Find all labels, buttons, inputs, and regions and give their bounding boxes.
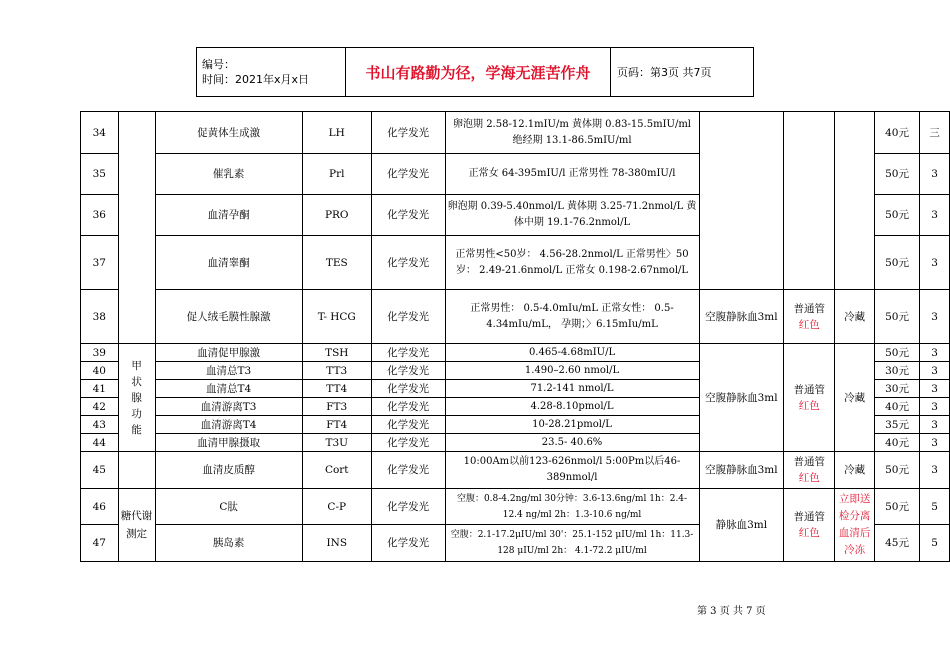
test-code: TT4 [302, 380, 371, 398]
reference-range: 空腹：0.8-4.2ng/ml 30分钟：3.6-13.6ng/ml 1h：2.4-12.4 ng/ml 2h：1.3-10.6 ng/ml [445, 489, 699, 525]
test-method: 化学发光 [371, 112, 445, 154]
extra-cell: 3 [920, 434, 950, 452]
test-name: 血清总T4 [155, 380, 302, 398]
row-number: 43 [81, 416, 119, 434]
test-method: 化学发光 [371, 452, 445, 489]
test-method: 化学发光 [371, 525, 445, 562]
test-method: 化学发光 [371, 489, 445, 525]
time-label: 时间：2021年x月x日 [202, 73, 310, 86]
test-name: 血清孕酮 [155, 195, 302, 236]
reference-range: 4.28-8.10pmol/L [445, 398, 699, 416]
test-code: Cort [302, 452, 371, 489]
test-code: Prl [302, 154, 371, 195]
reference-range: 空腹：2.1-17.2μIU/ml 30'：25.1-152 μIU/ml 1h：11.3-128 μIU/ml 2h： 4.1-72.2 μIU/ml [445, 525, 699, 562]
test-code: T- HCG [302, 290, 371, 344]
extra-cell: 3 [920, 344, 950, 362]
sample-type: 静脉血3ml [699, 489, 784, 562]
test-method: 化学发光 [371, 344, 445, 362]
table-row [81, 452, 950, 489]
tube-type [784, 344, 835, 452]
row-number: 39 [81, 344, 119, 362]
test-method: 化学发光 [371, 380, 445, 398]
test-code: C-P [302, 489, 371, 525]
extra-cell: 3 [920, 154, 950, 195]
test-method: 化学发光 [371, 362, 445, 380]
tube-color: 红色 [798, 527, 820, 539]
extra-cell: 3 [920, 195, 950, 236]
price: 40元 [874, 434, 919, 452]
storage: 冷藏 [835, 290, 874, 344]
storage: 冷藏 [835, 344, 874, 452]
reference-range: 1.490–2.60 nmol/L [445, 362, 699, 380]
extra-cell: 3 [920, 380, 950, 398]
extra-cell: 3 [920, 452, 950, 489]
price: 40元 [874, 398, 919, 416]
test-name: 血清促甲腺激 [155, 344, 302, 362]
tube-color: 红色 [798, 318, 820, 331]
test-name: 血清游离T3 [155, 398, 302, 416]
test-method: 化学发光 [371, 290, 445, 344]
tube-label: 普通管 [793, 511, 826, 523]
price: 35元 [874, 416, 919, 434]
storage: 冷藏 [835, 452, 874, 489]
test-name: 促黄体生成激 [155, 112, 302, 154]
test-code: T3U [302, 434, 371, 452]
sample-cell [699, 112, 784, 290]
number-label: 编号： [202, 58, 235, 71]
test-table [80, 111, 950, 562]
test-method: 化学发光 [371, 434, 445, 452]
row-number: 38 [81, 290, 119, 344]
sample-type: 空腹静脉血3ml [699, 344, 784, 452]
test-name: 血清皮质醇 [155, 452, 302, 489]
table-row [81, 112, 950, 154]
price: 50元 [874, 290, 919, 344]
test-name: C肽 [155, 489, 302, 525]
header-motto: 书山有路勤为径，学海无涯苦作舟 [346, 48, 611, 97]
test-code: INS [302, 525, 371, 562]
tube-label: 普通管 [793, 302, 826, 315]
reference-range: 10:00Am以前123-626nmol/l 5:00Pm以后46-389nmol/l [445, 452, 699, 489]
reference-range: 0.465-4.68mIU/L [445, 344, 699, 362]
test-method: 化学发光 [371, 236, 445, 290]
reference-range: 卵泡期 0.39-5.40nmol/L 黄体期 3.25-71.2nmol/L 黄体中期 19.1-76.2nmol/L [445, 195, 699, 236]
extra-cell: 5 [920, 489, 950, 525]
test-code: LH [302, 112, 371, 154]
extra-cell: 3 [920, 236, 950, 290]
category-cell [118, 452, 155, 489]
storage-cell [835, 112, 874, 290]
test-method: 化学发光 [371, 195, 445, 236]
tube-type [784, 290, 835, 344]
test-name: 胰岛素 [155, 525, 302, 562]
price: 50元 [874, 154, 919, 195]
category-cell [118, 112, 155, 344]
price: 50元 [874, 236, 919, 290]
row-number: 36 [81, 195, 119, 236]
test-method: 化学发光 [371, 398, 445, 416]
test-code: FT4 [302, 416, 371, 434]
reference-range: 10-28.21pmol/L [445, 416, 699, 434]
price: 30元 [874, 380, 919, 398]
table-row [81, 290, 950, 344]
tube-color: 红色 [798, 472, 820, 484]
sample-type: 空腹静脉血3ml [699, 290, 784, 344]
price: 50元 [874, 344, 919, 362]
tube-type [784, 489, 835, 562]
page-number-label: 页码：第3页 共7页 [611, 48, 754, 97]
test-name: 血清游离T4 [155, 416, 302, 434]
test-name: 促人绒毛膜性腺激 [155, 290, 302, 344]
price: 50元 [874, 452, 919, 489]
test-code: TT3 [302, 362, 371, 380]
test-method: 化学发光 [371, 154, 445, 195]
category-label: 甲状腺功能 [131, 359, 142, 436]
storage: 立即送检分离血清后冷冻 [835, 489, 874, 562]
row-number: 46 [81, 489, 119, 525]
reference-range: 23.5- 40.6% [445, 434, 699, 452]
test-code: TSH [302, 344, 371, 362]
reference-range: 卵泡期 2.58-12.1mIU/m 黄体期 0.83-15.5mIU/ml 绝经期 13.1-86.5mIU/ml [445, 112, 699, 154]
row-number: 44 [81, 434, 119, 452]
category-thyroid [118, 344, 155, 452]
test-name: 血清睾酮 [155, 236, 302, 290]
extra-cell: 3 [920, 416, 950, 434]
table-row [81, 344, 950, 362]
reference-range: 正常女 64-395mIU/l 正常男性 78-380mIU/l [445, 154, 699, 195]
reference-range: 正常男性<50岁： 4.56-28.2nmol/L 正常男性〉50岁： 2.49-21.6nmol/L 正常女 0.198-2.67nmol/L [445, 236, 699, 290]
row-number: 34 [81, 112, 119, 154]
price: 50元 [874, 195, 919, 236]
price: 45元 [874, 525, 919, 562]
test-method: 化学发光 [371, 416, 445, 434]
extra-cell: 3 [920, 362, 950, 380]
test-name: 血清总T3 [155, 362, 302, 380]
row-number: 47 [81, 525, 119, 562]
sample-type: 空腹静脉血3ml [699, 452, 784, 489]
price: 40元 [874, 112, 919, 154]
test-code: PRO [302, 195, 371, 236]
page-footer: 第 3 页 共 7 页 [697, 606, 766, 617]
row-number: 42 [81, 398, 119, 416]
test-name: 血清甲腺摄取 [155, 434, 302, 452]
category-sugar [118, 489, 155, 562]
reference-range: 正常男性： 0.5-4.0mIu/mL 正常女性： 0.5-4.34mIu/mL， 孕期；〉6.15mIu/mL [445, 290, 699, 344]
extra-cell: 3 [920, 398, 950, 416]
price: 50元 [874, 489, 919, 525]
tube-label: 普通管 [793, 383, 826, 396]
row-number: 37 [81, 236, 119, 290]
test-code: TES [302, 236, 371, 290]
test-code: FT3 [302, 398, 371, 416]
extra-cell: 三 [920, 112, 950, 154]
test-name: 催乳素 [155, 154, 302, 195]
row-number: 35 [81, 154, 119, 195]
tube-label: 普通管 [793, 456, 826, 468]
extra-cell: 5 [920, 525, 950, 562]
row-number: 41 [81, 380, 119, 398]
row-number: 45 [81, 452, 119, 489]
tube-cell [784, 112, 835, 290]
reference-range: 71.2-141 nmol/L [445, 380, 699, 398]
extra-cell: 3 [920, 290, 950, 344]
tube-color: 红色 [798, 399, 820, 412]
tube-type [784, 452, 835, 489]
category-label: 糖代谢测定 [120, 510, 153, 540]
table-row [81, 489, 950, 525]
price: 30元 [874, 362, 919, 380]
row-number: 40 [81, 362, 119, 380]
